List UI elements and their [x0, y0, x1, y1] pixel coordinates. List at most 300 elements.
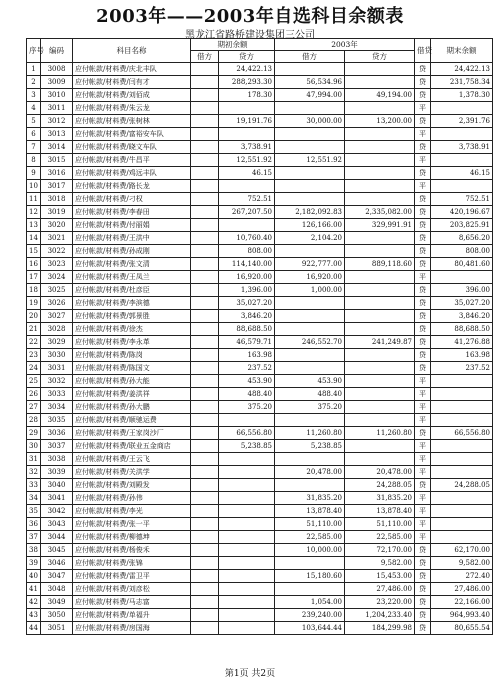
cell-account-name: 应付帐款/材料费/杨俊禾: [73, 544, 191, 557]
cell-opening-debit: [191, 414, 219, 427]
cell-year-credit: 9,582.00: [345, 557, 415, 570]
cell-opening-debit: [191, 271, 219, 284]
cell-code: 3033: [41, 388, 73, 401]
table-row: [27, 609, 493, 622]
cell-seq: 19: [27, 297, 41, 310]
cell-account-name: 应付帐款/材料费/关洪学: [73, 466, 191, 479]
cell-direction: 平: [415, 388, 431, 401]
cell-opening-debit: [191, 193, 219, 206]
cell-year-debit: 22,585.00: [275, 531, 345, 544]
cell-year-credit: [345, 440, 415, 453]
cell-opening-debit: [191, 583, 219, 596]
table-row: [27, 115, 493, 128]
cell-account-name: 应付帐款/材料费/孙伟: [73, 492, 191, 505]
company-name: 黑龙江省路桥建设集团三公司: [185, 30, 315, 41]
cell-closing-balance: 237.52: [431, 362, 493, 375]
cell-account-name: 应付帐款/材料费/陈岗: [73, 349, 191, 362]
cell-opening-debit: [191, 570, 219, 583]
cell-seq: 15: [27, 245, 41, 258]
cell-account-name: 应付帐款/材料费/李春田: [73, 206, 191, 219]
cell-year-credit: 889,118.60: [345, 258, 415, 271]
cell-opening-credit: 453.90: [219, 375, 275, 388]
cell-year-credit: [345, 245, 415, 258]
cell-code: 3042: [41, 505, 73, 518]
header-code: 编码: [41, 39, 73, 63]
cell-closing-balance: 203,825.91: [431, 219, 493, 232]
table-row: [27, 479, 493, 492]
cell-closing-balance: [431, 505, 493, 518]
cell-direction: 贷: [415, 284, 431, 297]
table-row: [27, 492, 493, 505]
cell-direction: 贷: [415, 310, 431, 323]
cell-seq: 16: [27, 258, 41, 271]
cell-opening-debit: [191, 206, 219, 219]
table-row: [27, 128, 493, 141]
cell-closing-balance: [431, 271, 493, 284]
page-footer: 第1页 共2页: [224, 669, 276, 679]
cell-account-name: 应付帐款/材料费/牛昌平: [73, 154, 191, 167]
cell-code: 3038: [41, 453, 73, 466]
cell-opening-credit: 237.52: [219, 362, 275, 375]
cell-year-credit: 15,453.00: [345, 570, 415, 583]
cell-opening-debit: [191, 609, 219, 622]
cell-code: 3040: [41, 479, 73, 492]
table-row: [27, 401, 493, 414]
cell-closing-balance: [431, 518, 493, 531]
cell-opening-debit: [191, 323, 219, 336]
cell-account-name: 应付帐款/材料费/张文清: [73, 258, 191, 271]
cell-year-credit: [345, 63, 415, 76]
cell-year-credit: [345, 375, 415, 388]
header-year-debit: 借方: [275, 51, 345, 63]
cell-year-debit: 922,777.00: [275, 258, 345, 271]
table-row: [27, 518, 493, 531]
header-opening-credit: 贷方: [219, 51, 275, 63]
cell-seq: 27: [27, 401, 41, 414]
cell-year-debit: 1,054.00: [275, 596, 345, 609]
cell-opening-credit: [219, 596, 275, 609]
cell-opening-debit: [191, 505, 219, 518]
cell-account-name: 应付帐款/材料费/张锦: [73, 557, 191, 570]
cell-seq: 11: [27, 193, 41, 206]
cell-year-credit: [345, 141, 415, 154]
cell-opening-credit: 808.00: [219, 245, 275, 258]
cell-seq: 9: [27, 167, 41, 180]
cell-year-debit: 453.90: [275, 375, 345, 388]
cell-year-debit: 2,104.20: [275, 232, 345, 245]
cell-closing-balance: 163.98: [431, 349, 493, 362]
cell-opening-credit: 12,551.92: [219, 154, 275, 167]
header-seq: 序号: [27, 39, 41, 63]
cell-opening-credit: [219, 453, 275, 466]
cell-seq: 12: [27, 206, 41, 219]
cell-direction: 平: [415, 466, 431, 479]
cell-seq: 26: [27, 388, 41, 401]
cell-year-credit: [345, 310, 415, 323]
cell-opening-debit: [191, 154, 219, 167]
cell-opening-debit: [191, 89, 219, 102]
cell-seq: 28: [27, 414, 41, 427]
table-row: [27, 206, 493, 219]
cell-opening-debit: [191, 388, 219, 401]
cell-account-name: 应付帐款/材料费/孙大鹏: [73, 401, 191, 414]
cell-opening-debit: [191, 453, 219, 466]
cell-code: 3029: [41, 336, 73, 349]
cell-opening-debit: [191, 102, 219, 115]
cell-closing-balance: [431, 401, 493, 414]
cell-seq: 20: [27, 310, 41, 323]
cell-closing-balance: 62,170.00: [431, 544, 493, 557]
table-row: [27, 193, 493, 206]
cell-account-name: 应付帐款/材料费/杜彦臣: [73, 284, 191, 297]
cell-account-name: 应付帐款/材料费/王家岗沙厂: [73, 427, 191, 440]
cell-year-debit: 246,552.70: [275, 336, 345, 349]
cell-seq: 39: [27, 557, 41, 570]
cell-year-credit: 1,204,233.40: [345, 609, 415, 622]
table-row: [27, 596, 493, 609]
cell-code: 3041: [41, 492, 73, 505]
cell-code: 3032: [41, 375, 73, 388]
cell-account-name: 应付帐款/材料费/富裕安车队: [73, 128, 191, 141]
cell-year-credit: [345, 128, 415, 141]
cell-code: 3049: [41, 596, 73, 609]
cell-year-debit: 12,551.92: [275, 154, 345, 167]
cell-seq: 37: [27, 531, 41, 544]
cell-year-debit: [275, 583, 345, 596]
cell-code: 3039: [41, 466, 73, 479]
cell-closing-balance: 80,655.54: [431, 622, 493, 635]
cell-closing-balance: 420,196.67: [431, 206, 493, 219]
cell-account-name: 应付帐款/材料费/刘佰成: [73, 89, 191, 102]
cell-opening-credit: 3,846.20: [219, 310, 275, 323]
table-row: [27, 466, 493, 479]
cell-opening-debit: [191, 596, 219, 609]
cell-direction: 贷: [415, 596, 431, 609]
cell-direction: 贷: [415, 557, 431, 570]
cell-account-name: 应付帐款/材料费/孙成刚: [73, 245, 191, 258]
cell-year-debit: [275, 479, 345, 492]
cell-seq: 5: [27, 115, 41, 128]
cell-year-credit: [345, 362, 415, 375]
cell-closing-balance: 80,481.60: [431, 258, 493, 271]
cell-account-name: 应付帐款/材料费/朱云龙: [73, 102, 191, 115]
cell-code: 3051: [41, 622, 73, 635]
cell-seq: 24: [27, 362, 41, 375]
cell-account-name: 应付帐款/材料费/单福升: [73, 609, 191, 622]
table-row: [27, 362, 493, 375]
cell-account-name: 应付帐款/材料费/刘殿发: [73, 479, 191, 492]
cell-opening-debit: [191, 466, 219, 479]
cell-code: 3011: [41, 102, 73, 115]
cell-year-credit: [345, 349, 415, 362]
cell-closing-balance: [431, 128, 493, 141]
cell-closing-balance: [431, 375, 493, 388]
cell-opening-credit: [219, 479, 275, 492]
cell-direction: 贷: [415, 609, 431, 622]
cell-year-debit: [275, 180, 345, 193]
cell-seq: 18: [27, 284, 41, 297]
cell-closing-balance: [431, 414, 493, 427]
cell-closing-balance: 35,027.20: [431, 297, 493, 310]
table-row: [27, 76, 493, 89]
cell-opening-debit: [191, 128, 219, 141]
cell-opening-credit: [219, 570, 275, 583]
cell-year-debit: [275, 63, 345, 76]
cell-account-name: 应付帐款/材料费/雷卫平: [73, 570, 191, 583]
table-row: [27, 440, 493, 453]
cell-seq: 40: [27, 570, 41, 583]
cell-account-name: 应付帐款/材料费/刘彦松: [73, 583, 191, 596]
cell-closing-balance: 3,846.20: [431, 310, 493, 323]
cell-direction: 贷: [415, 76, 431, 89]
cell-code: 3048: [41, 583, 73, 596]
cell-seq: 44: [27, 622, 41, 635]
cell-closing-balance: 8,656.20: [431, 232, 493, 245]
cell-seq: 36: [27, 518, 41, 531]
cell-opening-debit: [191, 63, 219, 76]
cell-direction: 平: [415, 128, 431, 141]
cell-direction: 贷: [415, 219, 431, 232]
cell-year-debit: 5,238.85: [275, 440, 345, 453]
table-row: [27, 180, 493, 193]
header-opening-balance: 期初余额: [191, 39, 275, 51]
cell-code: 3050: [41, 609, 73, 622]
cell-code: 3045: [41, 544, 73, 557]
cell-opening-credit: 488.40: [219, 388, 275, 401]
cell-closing-balance: [431, 492, 493, 505]
cell-code: 3021: [41, 232, 73, 245]
cell-seq: 17: [27, 271, 41, 284]
cell-direction: 贷: [415, 89, 431, 102]
cell-year-debit: [275, 453, 345, 466]
cell-account-name: 应付帐款/材料费/马志富: [73, 596, 191, 609]
cell-account-name: 应付帐款/材料费/付丽娟: [73, 219, 191, 232]
cell-code: 3034: [41, 401, 73, 414]
cell-year-credit: 13,200.00: [345, 115, 415, 128]
cell-closing-balance: [431, 453, 493, 466]
cell-opening-debit: [191, 375, 219, 388]
cell-direction: 平: [415, 505, 431, 518]
cell-opening-debit: [191, 219, 219, 232]
cell-code: 3026: [41, 297, 73, 310]
cell-opening-credit: [219, 622, 275, 635]
table-row: [27, 349, 493, 362]
cell-year-credit: [345, 102, 415, 115]
cell-direction: 贷: [415, 570, 431, 583]
cell-direction: 贷: [415, 427, 431, 440]
cell-closing-balance: [431, 102, 493, 115]
cell-direction: 平: [415, 531, 431, 544]
cell-year-credit: 51,110.00: [345, 518, 415, 531]
cell-year-debit: 20,478.00: [275, 466, 345, 479]
cell-year-debit: [275, 102, 345, 115]
cell-code: 3019: [41, 206, 73, 219]
cell-year-credit: 72,170.00: [345, 544, 415, 557]
header-opening-debit: 借方: [191, 51, 219, 63]
cell-closing-balance: [431, 440, 493, 453]
cell-code: 3009: [41, 76, 73, 89]
cell-code: 3015: [41, 154, 73, 167]
cell-year-debit: 1,000.00: [275, 284, 345, 297]
cell-year-debit: 30,000.00: [275, 115, 345, 128]
cell-year-debit: 126,166.00: [275, 219, 345, 232]
cell-year-credit: [345, 232, 415, 245]
cell-code: 3018: [41, 193, 73, 206]
cell-opening-credit: [219, 583, 275, 596]
cell-direction: 贷: [415, 258, 431, 271]
cell-closing-balance: 27,486.00: [431, 583, 493, 596]
cell-year-credit: 184,299.98: [345, 622, 415, 635]
cell-opening-credit: [219, 518, 275, 531]
cell-year-credit: 23,220.00: [345, 596, 415, 609]
cell-opening-credit: 46.15: [219, 167, 275, 180]
cell-opening-debit: [191, 531, 219, 544]
cell-closing-balance: 752.51: [431, 193, 493, 206]
cell-opening-credit: [219, 531, 275, 544]
cell-year-debit: [275, 193, 345, 206]
cell-year-debit: [275, 245, 345, 258]
cell-year-debit: 56,534.96: [275, 76, 345, 89]
cell-seq: 10: [27, 180, 41, 193]
cell-opening-credit: [219, 557, 275, 570]
cell-year-debit: 2,182,092.83: [275, 206, 345, 219]
cell-year-credit: [345, 271, 415, 284]
cell-direction: 贷: [415, 544, 431, 557]
cell-direction: 贷: [415, 63, 431, 76]
cell-year-debit: [275, 128, 345, 141]
cell-direction: 贷: [415, 479, 431, 492]
cell-closing-balance: 41,276.88: [431, 336, 493, 349]
cell-opening-credit: [219, 180, 275, 193]
cell-code: 3025: [41, 284, 73, 297]
cell-account-name: 应付帐款/材料费/孙大能: [73, 375, 191, 388]
cell-opening-credit: [219, 492, 275, 505]
cell-seq: 13: [27, 219, 41, 232]
cell-opening-credit: 288,293.30: [219, 76, 275, 89]
cell-opening-debit: [191, 167, 219, 180]
cell-seq: 31: [27, 453, 41, 466]
cell-account-name: 应付帐款/材料费/王凤兰: [73, 271, 191, 284]
table-row: [27, 336, 493, 349]
cell-closing-balance: 46.15: [431, 167, 493, 180]
cell-opening-credit: 178.30: [219, 89, 275, 102]
cell-account-name: 应付帐款/材料费/路长龙: [73, 180, 191, 193]
cell-closing-balance: 22,166.00: [431, 596, 493, 609]
header-direction: 借贷: [415, 39, 431, 63]
cell-seq: 2: [27, 76, 41, 89]
table-row: [27, 622, 493, 635]
cell-opening-credit: 752.51: [219, 193, 275, 206]
cell-seq: 38: [27, 544, 41, 557]
cell-code: 3030: [41, 349, 73, 362]
cell-closing-balance: [431, 180, 493, 193]
cell-opening-debit: [191, 76, 219, 89]
cell-code: 3024: [41, 271, 73, 284]
table-row: [27, 102, 493, 115]
cell-direction: 平: [415, 440, 431, 453]
cell-year-debit: [275, 414, 345, 427]
cell-account-name: 应付帐款/材料费/姜洪祥: [73, 388, 191, 401]
cell-direction: 贷: [415, 323, 431, 336]
cell-direction: 贷: [415, 232, 431, 245]
cell-opening-debit: [191, 427, 219, 440]
header-account-name: 科目名称: [73, 39, 191, 63]
cell-opening-credit: 19,191.76: [219, 115, 275, 128]
cell-year-debit: 31,835.20: [275, 492, 345, 505]
table-row: [27, 141, 493, 154]
cell-opening-credit: [219, 414, 275, 427]
cell-opening-credit: 10,760.40: [219, 232, 275, 245]
cell-account-name: 应付帐款/材料费/联业五金商店: [73, 440, 191, 453]
cell-account-name: 应付帐款/材料费/顺驰运费: [73, 414, 191, 427]
cell-direction: 贷: [415, 622, 431, 635]
cell-year-credit: [345, 453, 415, 466]
table-row: [27, 375, 493, 388]
table-row: [27, 414, 493, 427]
cell-seq: 29: [27, 427, 41, 440]
table-row: [27, 388, 493, 401]
cell-direction: 贷: [415, 349, 431, 362]
cell-closing-balance: 231,758.34: [431, 76, 493, 89]
cell-account-name: 应付帐款/材料费/郭景胜: [73, 310, 191, 323]
cell-direction: 贷: [415, 245, 431, 258]
cell-closing-balance: 3,738.91: [431, 141, 493, 154]
cell-closing-balance: 9,582.00: [431, 557, 493, 570]
cell-opening-debit: [191, 310, 219, 323]
cell-year-debit: 16,920.00: [275, 271, 345, 284]
cell-year-credit: 22,585.00: [345, 531, 415, 544]
cell-code: 3037: [41, 440, 73, 453]
cell-opening-debit: [191, 245, 219, 258]
cell-year-credit: [345, 414, 415, 427]
cell-opening-credit: [219, 128, 275, 141]
table-row: [27, 271, 493, 284]
cell-seq: 7: [27, 141, 41, 154]
cell-code: 3027: [41, 310, 73, 323]
cell-code: 3023: [41, 258, 73, 271]
table-row: [27, 557, 493, 570]
cell-year-debit: [275, 557, 345, 570]
cell-opening-credit: [219, 102, 275, 115]
cell-account-name: 应付帐款/材料费/柳德坤: [73, 531, 191, 544]
cell-direction: 贷: [415, 141, 431, 154]
cell-account-name: 应付帐款/材料费/晓文车队: [73, 141, 191, 154]
cell-account-name: 应付帐款/材料费/鸡远丰队: [73, 167, 191, 180]
cell-year-debit: 11,260.80: [275, 427, 345, 440]
cell-seq: 33: [27, 479, 41, 492]
table-body: [27, 63, 493, 635]
cell-year-debit: 15,180.60: [275, 570, 345, 583]
cell-account-name: 应付帐款/材料费/闫有才: [73, 76, 191, 89]
cell-year-credit: [345, 76, 415, 89]
cell-direction: 平: [415, 375, 431, 388]
table-row: [27, 531, 493, 544]
cell-year-credit: 13,878.40: [345, 505, 415, 518]
cell-opening-debit: [191, 362, 219, 375]
cell-year-credit: [345, 180, 415, 193]
cell-direction: 平: [415, 102, 431, 115]
cell-opening-credit: 46,579.71: [219, 336, 275, 349]
cell-account-name: 应付帐款/材料费/徐杰: [73, 323, 191, 336]
cell-opening-credit: [219, 505, 275, 518]
cell-closing-balance: [431, 154, 493, 167]
cell-opening-credit: 3,738.91: [219, 141, 275, 154]
cell-direction: 平: [415, 401, 431, 414]
cell-opening-credit: 88,688.50: [219, 323, 275, 336]
cell-year-credit: [345, 323, 415, 336]
cell-code: 3036: [41, 427, 73, 440]
cell-year-debit: 375.20: [275, 401, 345, 414]
